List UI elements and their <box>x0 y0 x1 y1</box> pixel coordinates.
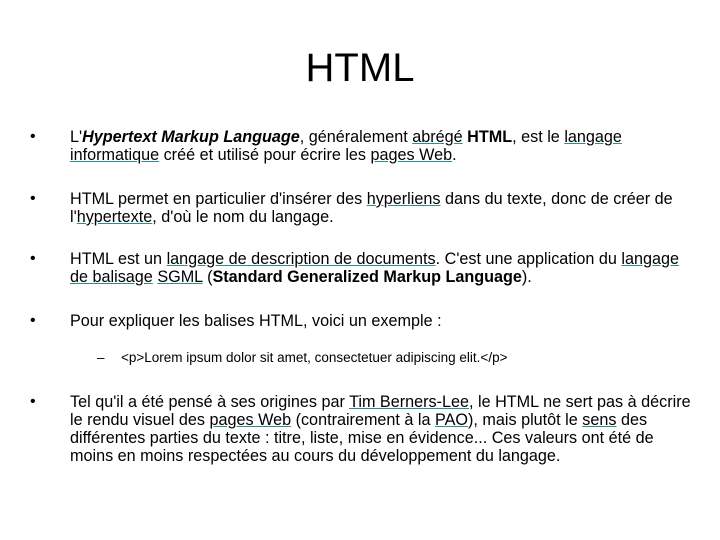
text-span: des différentes parties du texte : titre, liste, mise en évidence... Ces valeurs ont été de moins en moins respectées au cours du développement du langage. <box>70 411 654 465</box>
text-span: HTML permet en particulier d'insérer des <box>70 190 367 208</box>
text-span: (contrairement à la <box>291 411 436 429</box>
link-pages-web[interactable]: pages Web <box>209 411 292 429</box>
text-span: ), mais plutôt le <box>468 411 583 429</box>
link-hyperliens[interactable]: hyperliens <box>366 190 441 208</box>
bold-term: HTML <box>467 128 513 146</box>
bullet-text <box>70 128 700 164</box>
text-span: , est le <box>512 128 565 146</box>
link-pages-web[interactable]: pages Web <box>370 146 453 164</box>
emphasized-term: Hypertext Markup Language <box>82 128 300 146</box>
link-hypertexte[interactable]: hypertexte <box>76 208 153 226</box>
bullet-marker: • <box>30 128 36 145</box>
link-pao[interactable]: PAO <box>435 411 469 429</box>
bullet-text <box>70 393 700 465</box>
bold-term: Standard Generalized Markup Language <box>212 268 522 286</box>
link-sens[interactable]: sens <box>582 411 617 429</box>
link-sgml[interactable]: SGML <box>157 268 203 286</box>
text-span: Tel qu'il a été pensé à ses origines par <box>70 393 350 411</box>
text-span: , le HTML ne sert pas à décrire le rendu visuel des <box>70 393 691 429</box>
bullet-marker: • <box>30 190 36 207</box>
text-span: , d'où le nom du langage. <box>152 208 334 226</box>
link-abrege[interactable]: abrégé <box>412 128 463 146</box>
bullet-marker: • <box>30 312 36 329</box>
bullet-marker: • <box>30 393 36 410</box>
bullet-marker: • <box>30 250 36 267</box>
link-langage-informatique[interactable]: langage informatique <box>70 128 622 164</box>
text-span: ( <box>202 268 213 286</box>
text-span: . <box>452 146 457 164</box>
bullet-text: Pour expliquer les balises HTML, voici un exemple : <box>70 312 442 330</box>
bullet-text <box>70 190 700 226</box>
link-langage-balisage[interactable]: langage de balisage <box>70 250 680 286</box>
text-span: créé et utilisé pour écrire les <box>159 146 371 164</box>
link-langage-description-documents[interactable]: langage de description de documents <box>166 250 436 268</box>
text-span: , généralement <box>299 128 413 146</box>
text-span: HTML est un <box>70 250 167 268</box>
text-span: . C'est une application du <box>435 250 622 268</box>
code-example: <p>Lorem ipsum dolor sit amet, consectetuer adipiscing elit.</p> <box>121 350 508 365</box>
text-span: dans du texte, donc de créer de l' <box>70 190 673 226</box>
text-span: L' <box>70 128 83 146</box>
link-tim-berners-lee[interactable]: Tim Berners-Lee <box>349 393 470 411</box>
slide-title: HTML <box>305 46 415 90</box>
text-span: ). <box>521 268 532 286</box>
sub-bullet-marker: – <box>97 350 105 365</box>
bullet-text <box>70 250 700 286</box>
